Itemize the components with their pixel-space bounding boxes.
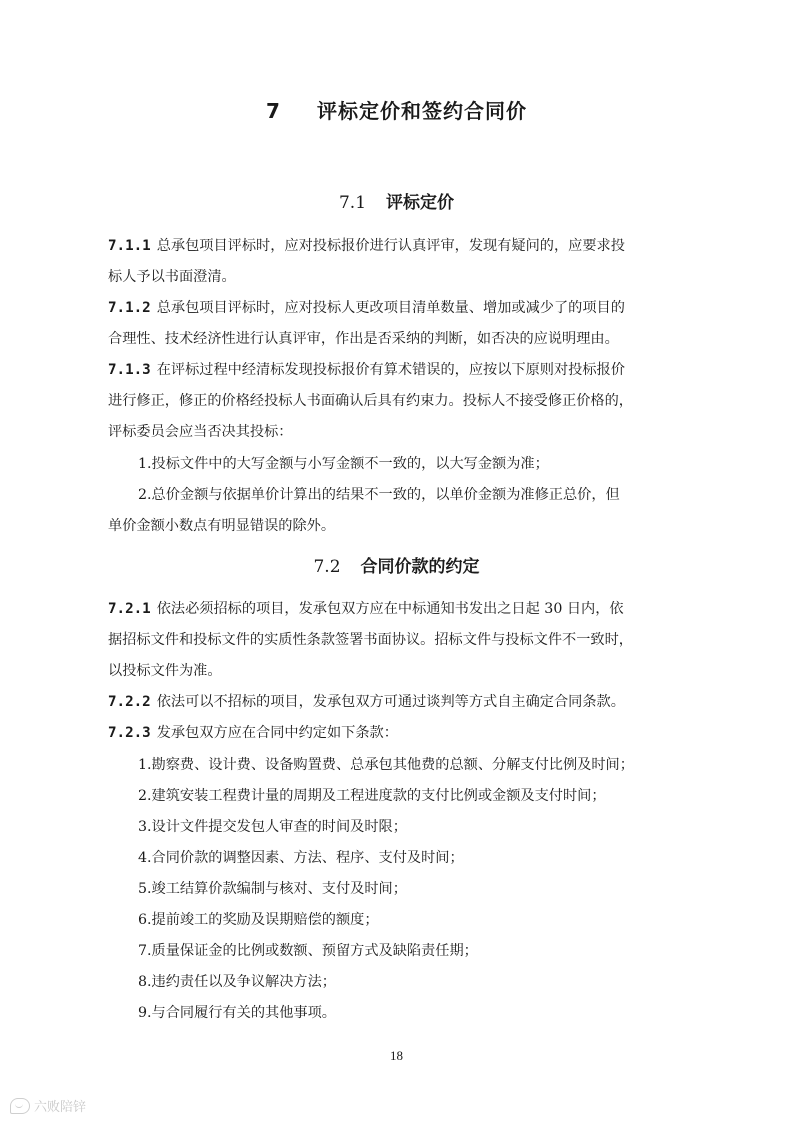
chat-bubble-logo-icon — [10, 1098, 30, 1114]
section-title-7-2 — [0, 552, 793, 577]
list-item: 1.投标文件中的大写金额与小写金额不一致的，以大写金额为准； — [138, 456, 549, 472]
clause-number: 7.2.3 — [108, 725, 151, 741]
section-number: 7.2 — [313, 557, 341, 577]
section-number: 7.1 — [338, 193, 367, 213]
clause-text: 依法必须招标的项目，发承包双方应在中标通知书发出之日起 30 日内，依 — [156, 601, 624, 617]
list-item: 4.合同价款的调整因素、方法、程序、支付及时间； — [138, 850, 464, 866]
clause-7-1-3-line2: 进行修正，修正的价格经投标人书面确认后具有约束力。投标人不接受修正价格的， — [108, 393, 633, 409]
clause-number: 7.1.1 — [108, 238, 151, 254]
clause-text: 总承包项目评标时，应对投标报价进行认真评审，发现有疑问的，应要求投 — [156, 238, 625, 254]
clause-7-1-2-line1 — [108, 292, 688, 324]
clause-text: 在评标过程中经清标发现投标报价有算术错误的，应按以下原则对投标报价 — [156, 362, 625, 378]
page-number: 18 — [390, 1048, 403, 1063]
clause-7-1-3-line1 — [108, 354, 688, 386]
section-title-text: 合同价款的约定 — [360, 557, 480, 577]
clause-text: 依法可以不招标的项目，发承包双方可通过谈判等方式自主确定合同条款。 — [156, 694, 625, 710]
watermark-text: 六败陪锌 — [34, 1100, 87, 1115]
section-title-text: 评标定价 — [386, 193, 455, 213]
chapter-number: 7 — [266, 99, 281, 123]
clause-7-1-1-line1 — [108, 230, 688, 262]
clause-7-1-3-line3: 评标委员会应当否决其投标： — [108, 424, 293, 440]
clause-7-1-2-line2: 合理性、技术经济性进行认真评审，作出是否采纳的判断，如否决的应说明理由。 — [108, 331, 619, 347]
list-item: 8.违约责任以及争议解决方法； — [138, 974, 336, 990]
clause-text: 总承包项目评标时，应对投标人更改项目清单数量、增加或减少了的项目的 — [156, 300, 625, 316]
list-item: 6.提前竣工的奖励及误期赔偿的额度； — [138, 912, 379, 928]
clause-7-2-1-line3: 以投标文件为准。 — [108, 663, 222, 679]
list-item-continuation: 单价金额小数点有明显错误的除外。 — [108, 518, 336, 534]
watermark — [10, 1096, 86, 1115]
clause-7-2-2-line1 — [108, 686, 688, 718]
clause-number: 7.1.3 — [108, 362, 151, 378]
clause-number: 7.2.2 — [108, 694, 151, 710]
section-title-7-1 — [0, 188, 793, 213]
clause-7-2-1-line1 — [108, 593, 688, 625]
chapter-title — [0, 95, 793, 124]
list-item: 9.与合同履行有关的其他事项。 — [138, 1005, 336, 1021]
clause-number: 7.1.2 — [108, 300, 151, 316]
clause-7-2-1-line2: 据招标文件和投标文件的实质性条款签署书面协议。招标文件与投标文件不一致时， — [108, 632, 633, 648]
list-item: 7.质量保证金的比例或数额、预留方式及缺陷责任期； — [138, 943, 478, 959]
list-item: 2.建筑安装工程费计量的周期及工程进度款的支付比例或金额及支付时间； — [138, 788, 606, 804]
list-item: 3.设计文件提交发包人审查的时间及时限； — [138, 819, 407, 835]
clause-7-2-3-line1 — [108, 717, 688, 749]
list-item: 1.勘察费、设计费、设备购置费、总承包其他费的总额、分解支付比例及时间； — [138, 757, 634, 773]
chapter-title-text: 评标定价和签约合同价 — [316, 99, 527, 123]
clause-text: 发承包双方应在合同中约定如下条款： — [156, 725, 398, 741]
list-item: 2.总价金额与依据单价计算出的结果不一致的，以单价金额为准修正总价，但 — [138, 487, 620, 503]
clause-number: 7.2.1 — [108, 601, 151, 617]
clause-7-1-1-line2: 标人予以书面澄清。 — [108, 269, 236, 285]
list-item: 5.竣工结算价款编制与核对、支付及时间； — [138, 881, 407, 897]
